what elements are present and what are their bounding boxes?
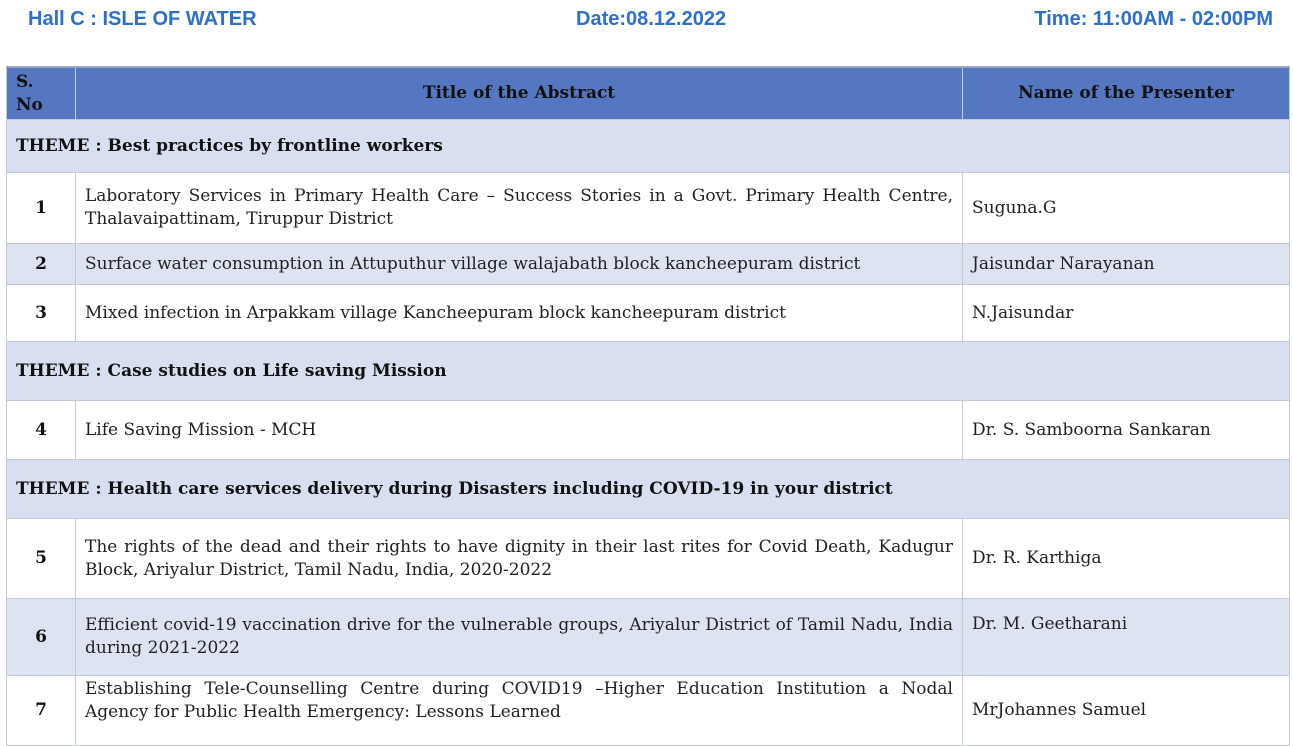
abstracts-table	[6, 66, 1290, 746]
column-header-presenter: Name of the Presenter	[963, 67, 1290, 120]
row-presenter: N.Jaisundar	[963, 285, 1290, 342]
table-row	[7, 285, 1290, 342]
theme-label: THEME : Best practices by frontline workers	[7, 120, 1290, 173]
row-sno: 6	[7, 599, 76, 676]
row-sno: 3	[7, 285, 76, 342]
row-presenter: Suguna.G	[963, 173, 1290, 244]
theme-label: THEME : Case studies on Life saving Mission	[7, 342, 1290, 401]
row-title: The rights of the dead and their rights to have dignity in their last rites for Covid Death, Kadugur Block, Ariyalur District, Tamil Nadu, India, 2020-2022	[76, 519, 963, 599]
table-row	[7, 401, 1290, 460]
row-presenter: Dr. R. Karthiga	[963, 519, 1290, 599]
row-sno: 7	[7, 676, 76, 746]
table-row	[7, 173, 1290, 244]
row-sno: 5	[7, 519, 76, 599]
row-presenter: MrJohannes Samuel	[963, 676, 1290, 746]
theme-row	[7, 342, 1290, 401]
row-title: Establishing Tele-Counselling Centre during COVID19 –Higher Education Institution a Nodal Agency for Public Health Emergency: Lessons Learned	[76, 676, 963, 746]
row-title: Laboratory Services in Primary Health Care – Success Stories in a Govt. Primary Health Centre, Thalavaipattinam, Tiruppur District	[76, 173, 963, 244]
row-title: Efficient covid-19 vaccination drive for the vulnerable groups, Ariyalur District of Tamil Nadu, India during 2021-2022	[76, 599, 963, 676]
row-sno: 4	[7, 401, 76, 460]
table-row	[7, 676, 1290, 746]
row-title: Surface water consumption in Attuputhur village walajabath block kancheepuram district	[76, 244, 963, 285]
table-row	[7, 599, 1290, 676]
column-header-title: Title of the Abstract	[76, 67, 963, 120]
row-presenter: Dr. M. Geetharani	[963, 599, 1290, 676]
table-header-row	[7, 67, 1290, 120]
theme-row	[7, 120, 1290, 173]
row-title: Mixed infection in Arpakkam village Kancheepuram block kancheepuram district	[76, 285, 963, 342]
row-sno: 1	[7, 173, 76, 244]
row-presenter: Jaisundar Narayanan	[963, 244, 1290, 285]
session-time: Time: 11:00AM - 02:00PM	[1034, 8, 1273, 30]
table-row	[7, 519, 1290, 599]
theme-label: THEME : Health care services delivery during Disasters including COVID-19 in your district	[7, 460, 1290, 519]
column-header-sno: S. No	[7, 67, 76, 120]
session-date: Date:08.12.2022	[576, 8, 727, 30]
theme-row	[7, 460, 1290, 519]
row-title: Life Saving Mission - MCH	[76, 401, 963, 460]
page-header	[0, 8, 1293, 34]
row-sno: 2	[7, 244, 76, 285]
row-presenter: Dr. S. Samboorna Sankaran	[963, 401, 1290, 460]
table-row	[7, 244, 1290, 285]
hall-name: Hall C : ISLE OF WATER	[28, 8, 257, 30]
